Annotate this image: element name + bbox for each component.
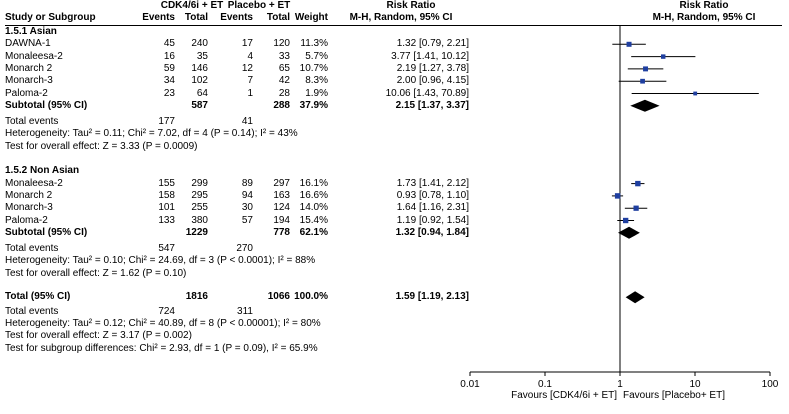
subtotal-label: Subtotal (95% CI) <box>5 99 88 111</box>
study-name: DAWNA-1 <box>5 38 51 50</box>
x-axis-tick-label: 10 <box>689 379 701 390</box>
col-total2-header: Total <box>266 12 290 23</box>
study-weight: 11.3% <box>300 38 328 50</box>
overall-effect-test: Test for overall effect: Z = 3.17 (P = 0.002) <box>5 330 192 342</box>
total-treatment: 240 <box>191 38 208 50</box>
study-weight: 5.7% <box>305 50 328 62</box>
study-point-estimate <box>640 79 645 84</box>
favours-left-label: Favours [CDK4/6i + ET] <box>511 390 617 401</box>
plot-subtitle: M-H, Random, 95% CI <box>652 12 756 23</box>
events-placebo: 4 <box>247 50 253 62</box>
events-placebo: 1 <box>247 87 253 99</box>
total-placebo: 33 <box>278 50 290 62</box>
total-placebo: 65 <box>278 62 290 74</box>
events-placebo: 89 <box>241 177 253 189</box>
subgroup-title: 1.5.2 Non Asian <box>5 165 80 177</box>
plot-title: Risk Ratio <box>679 0 729 11</box>
study-weight: 1.9% <box>305 87 328 99</box>
total-treatment: 255 <box>191 202 208 214</box>
group1-header: CDK4/6i + ET <box>160 0 224 11</box>
favours-right-label: Favours [Placebo+ ET] <box>623 390 725 401</box>
total-treatment: 295 <box>191 189 208 201</box>
heterogeneity-stat: Heterogeneity: Tau² = 0.10; Chi² = 24.69, df = 3 (P < 0.0001); I² = 88% <box>5 255 316 267</box>
events-treatment: 23 <box>163 87 175 99</box>
overall-effect-test: Test for overall effect: Z = 3.33 (P = 0.0009) <box>5 140 198 152</box>
pooled-diamond <box>618 227 640 239</box>
col-events1-header: Events <box>142 12 175 23</box>
study-weight: 16.6% <box>299 189 328 201</box>
total-placebo: 163 <box>273 189 290 201</box>
study-name: Monarch-3 <box>5 202 53 214</box>
study-point-estimate <box>643 66 648 71</box>
x-axis-tick-label: 0.01 <box>460 379 480 390</box>
study-name: Paloma-2 <box>5 87 48 99</box>
rr-column-subtitle: M-H, Random, 95% CI <box>349 12 453 23</box>
study-weight: 10.7% <box>299 62 328 74</box>
study-risk-ratio: 2.19 [1.27, 3.78] <box>396 62 469 74</box>
col-events2-header: Events <box>220 12 253 23</box>
study-risk-ratio: 1.32 [0.79, 2.21] <box>396 38 469 50</box>
study-point-estimate <box>627 42 632 47</box>
total-treatment: 1816 <box>185 291 208 303</box>
total-label: Total (95% CI) <box>5 291 71 303</box>
total-placebo: 1066 <box>267 291 290 303</box>
total-events-label: Total events <box>5 243 59 255</box>
study-weight: 15.4% <box>299 214 328 226</box>
events-placebo: 30 <box>241 202 253 214</box>
total-events-label: Total events <box>5 305 59 317</box>
subtotal-total-treatment: 1229 <box>185 226 208 238</box>
x-axis-tick-label: 100 <box>761 379 779 390</box>
study-risk-ratio: 1.19 [0.92, 1.54] <box>396 214 469 226</box>
total-weight: 100.0% <box>294 291 328 303</box>
study-point-estimate <box>693 92 697 96</box>
col-study-header: Study or Subgroup <box>5 12 96 23</box>
events-treatment: 34 <box>163 75 175 87</box>
total-events-placebo: 311 <box>237 305 253 317</box>
col-total1-header: Total <box>184 12 208 23</box>
total-treatment: 380 <box>191 214 208 226</box>
total-events-placebo: 41 <box>241 116 253 128</box>
study-weight: 14.0% <box>299 202 328 214</box>
total-treatment: 35 <box>196 50 208 62</box>
total-events-label: Total events <box>5 116 59 128</box>
study-risk-ratio: 10.06 [1.43, 70.89] <box>385 87 469 99</box>
study-point-estimate <box>633 206 638 211</box>
group2-header: Placebo + ET <box>227 0 291 11</box>
study-risk-ratio: 2.00 [0.96, 4.15] <box>396 75 469 87</box>
total-treatment: 299 <box>191 177 208 189</box>
study-name: Monarch-3 <box>5 75 53 87</box>
events-placebo: 12 <box>241 62 253 74</box>
events-treatment: 16 <box>163 50 175 62</box>
study-risk-ratio: 3.77 [1.41, 10.12] <box>391 50 469 62</box>
total-events-treatment: 724 <box>158 305 175 317</box>
total-treatment: 64 <box>196 87 208 99</box>
study-name: Monaleesa-2 <box>5 50 63 62</box>
subtotal-label: Subtotal (95% CI) <box>5 226 88 238</box>
total-risk-ratio: 1.59 [1.19, 2.13] <box>395 291 469 303</box>
subtotal-weight: 62.1% <box>299 226 328 238</box>
study-risk-ratio: 1.64 [1.16, 2.31] <box>396 202 469 214</box>
events-treatment: 59 <box>163 62 175 74</box>
total-placebo: 297 <box>273 177 290 189</box>
study-name: Monarch 2 <box>5 62 53 74</box>
study-risk-ratio: 0.93 [0.78, 1.10] <box>396 189 469 201</box>
total-events-treatment: 177 <box>158 116 175 128</box>
events-placebo: 57 <box>241 214 253 226</box>
pooled-diamond <box>626 291 645 303</box>
study-name: Paloma-2 <box>5 214 48 226</box>
total-placebo: 124 <box>273 202 290 214</box>
pooled-diamond <box>630 100 659 112</box>
events-treatment: 158 <box>158 189 175 201</box>
subtotal-weight: 37.9% <box>299 99 328 111</box>
col-weight-header: Weight <box>294 12 328 23</box>
overall-effect-test: Test for overall effect: Z = 1.62 (P = 0.10) <box>5 267 187 279</box>
subgroup-title: 1.5.1 Asian <box>5 26 57 37</box>
study-weight: 16.1% <box>299 177 328 189</box>
x-axis-tick-label: 0.1 <box>538 379 552 390</box>
x-axis-tick-label: 1 <box>617 379 623 390</box>
total-events-placebo: 270 <box>236 243 253 255</box>
events-placebo: 94 <box>241 189 253 201</box>
events-placebo: 7 <box>247 75 253 87</box>
heterogeneity-stat: Heterogeneity: Tau² = 0.12; Chi² = 40.89, df = 8 (P < 0.00001); I² = 80% <box>5 317 321 329</box>
total-placebo: 120 <box>273 38 290 50</box>
study-point-estimate <box>623 218 628 223</box>
study-point-estimate <box>615 193 620 198</box>
subgroup-difference-test: Test for subgroup differences: Chi² = 2.93, df = 1 (P = 0.09), I² = 65.9% <box>5 342 318 354</box>
total-treatment: 146 <box>191 62 208 74</box>
study-name: Monaleesa-2 <box>5 177 63 189</box>
total-placebo: 194 <box>273 214 290 226</box>
subtotal-total-placebo: 288 <box>273 99 290 111</box>
study-point-estimate <box>635 181 640 186</box>
subtotal-total-placebo: 778 <box>273 226 290 238</box>
total-placebo: 28 <box>278 87 290 99</box>
subtotal-risk-ratio: 2.15 [1.37, 3.37] <box>395 99 469 111</box>
events-treatment: 133 <box>158 214 175 226</box>
study-weight: 8.3% <box>305 75 328 87</box>
events-placebo: 17 <box>241 38 253 50</box>
events-treatment: 155 <box>158 177 175 189</box>
events-treatment: 101 <box>158 202 175 214</box>
study-point-estimate <box>661 54 665 58</box>
total-treatment: 102 <box>191 75 208 87</box>
subtotal-risk-ratio: 1.32 [0.94, 1.84] <box>395 226 469 238</box>
subtotal-total-treatment: 587 <box>191 99 208 111</box>
study-name: Monarch 2 <box>5 189 53 201</box>
total-placebo: 42 <box>278 75 290 87</box>
rr-column-title: Risk Ratio <box>386 0 436 11</box>
total-events-treatment: 547 <box>158 243 175 255</box>
heterogeneity-stat: Heterogeneity: Tau² = 0.11; Chi² = 7.02, df = 4 (P = 0.14); I² = 43% <box>5 128 298 140</box>
study-risk-ratio: 1.73 [1.41, 2.12] <box>396 177 469 189</box>
events-treatment: 45 <box>163 38 175 50</box>
